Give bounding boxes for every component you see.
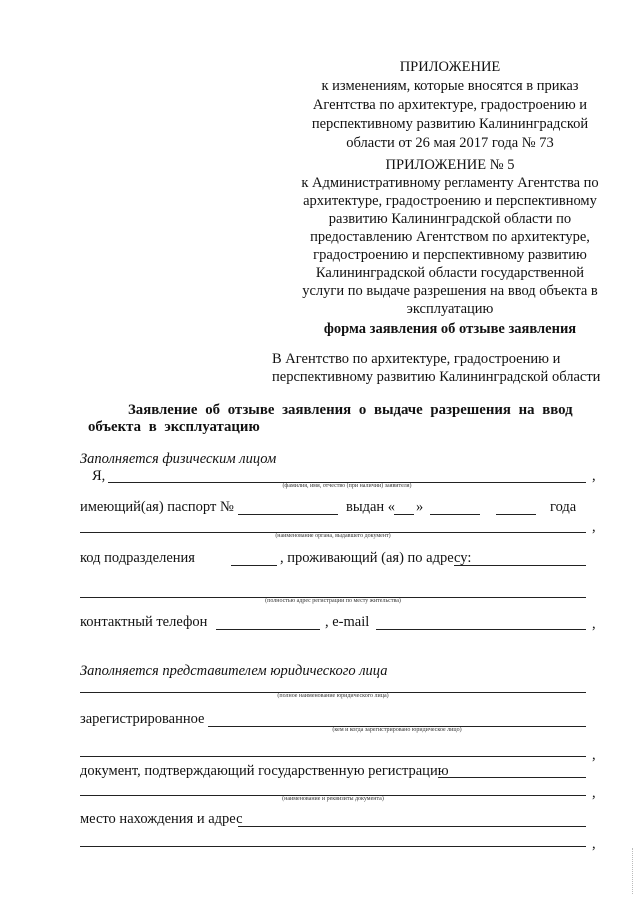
issued-close: »	[416, 499, 424, 515]
document-field[interactable]	[438, 777, 586, 778]
passport-number-field[interactable]	[238, 514, 338, 515]
location-label: место нахождения и адрес	[80, 811, 243, 827]
appendix5-line: Калининградской области государственной	[315, 265, 585, 281]
issued-label: выдан «	[346, 499, 396, 515]
appendix5-line: архитектуре, градостроению и перспективному	[303, 193, 597, 209]
address-field[interactable]	[454, 565, 586, 566]
i-label: Я,	[92, 468, 106, 484]
addressee	[272, 350, 600, 386]
document-title	[88, 402, 573, 436]
appendix-title: ПРИЛОЖЕНИЕ	[399, 59, 501, 75]
document-label: документ, подтверждающий государственную регистрацию	[80, 763, 449, 779]
residing-label: , проживающий (ая) по адресу:	[280, 550, 472, 566]
addressee-line: В Агентство по архитектуре, градостроению и	[272, 351, 561, 367]
legal-name-caption: (полное наименование юридического лица)	[277, 693, 389, 699]
issued-month-field[interactable]	[430, 514, 480, 515]
address-caption: (полностью адрес регистрации по месту жительства)	[265, 598, 401, 604]
comma: ,	[592, 785, 596, 801]
registered-field-line2[interactable]	[80, 756, 586, 757]
comma: ,	[592, 616, 596, 632]
issued-day-field[interactable]	[394, 514, 414, 515]
appendix-line: перспективному развитию Калининградской	[311, 116, 589, 132]
registered-caption: (кем и когда зарегистрировано юридическое лицо)	[332, 727, 462, 733]
issued-year-field[interactable]	[496, 514, 536, 515]
document-title-line: Заявление об отзыве заявления о выдаче разрешения на ввод	[128, 402, 573, 418]
comma: ,	[592, 519, 596, 535]
phone-field[interactable]	[216, 629, 320, 630]
comma: ,	[592, 836, 596, 852]
division-code-label: код подразделения	[80, 550, 195, 566]
form-title: форма заявления об отзыве заявления	[323, 321, 577, 337]
appendix5-line: предоставлению Агентством по архитектуре,	[310, 229, 590, 245]
addressee-line: перспективному развитию Калининградской области	[272, 369, 601, 385]
appendix-line: области от 26 мая 2017 года № 73	[346, 135, 554, 151]
appendix-line: Агентства по архитектуре, градостроению и	[312, 97, 588, 113]
comma: ,	[592, 747, 596, 763]
appendix5-line: градостроению и перспективному развитию	[313, 247, 587, 263]
appendix5-line: услуги по выдаче разрешения на ввод объекта в	[302, 283, 598, 299]
appendix5-line: развитию Калининградской области по	[328, 211, 572, 227]
email-field[interactable]	[376, 629, 586, 630]
appendix-line: к изменениям, которые вносятся в приказ	[321, 78, 579, 94]
location-field-line2[interactable]	[80, 846, 586, 847]
phone-label: контактный телефон	[80, 614, 208, 630]
scan-artifact	[632, 848, 634, 894]
division-code-field[interactable]	[231, 565, 277, 566]
year-label: года	[550, 499, 577, 515]
document-title-line: объекта в эксплуатацию	[88, 419, 260, 435]
issuer-caption: (наименование органа, выдавшего документ)	[275, 533, 391, 539]
email-label: , e-mail	[325, 614, 370, 630]
document-caption: (наименование и реквизиты документа)	[282, 796, 384, 802]
appendix5-line: эксплуатацию	[406, 301, 494, 317]
registered-label: зарегистрированное	[80, 711, 205, 727]
appendix5-header	[290, 156, 610, 318]
appendix-header	[290, 58, 610, 153]
appendix5-title: ПРИЛОЖЕНИЕ № 5	[385, 157, 515, 173]
appendix5-line: к Административному регламенту Агентства по	[301, 175, 599, 191]
location-field[interactable]	[238, 826, 586, 827]
legal-section-label: Заполняется представителем юридического лица	[80, 663, 388, 679]
individual-section-label: Заполняется физическим лицом	[80, 451, 277, 467]
fullname-caption: (фамилия, имя, отчество (при наличии) заявителя)	[282, 483, 412, 489]
comma: ,	[592, 468, 596, 484]
passport-label: имеющий(ая) паспорт №	[80, 499, 234, 515]
